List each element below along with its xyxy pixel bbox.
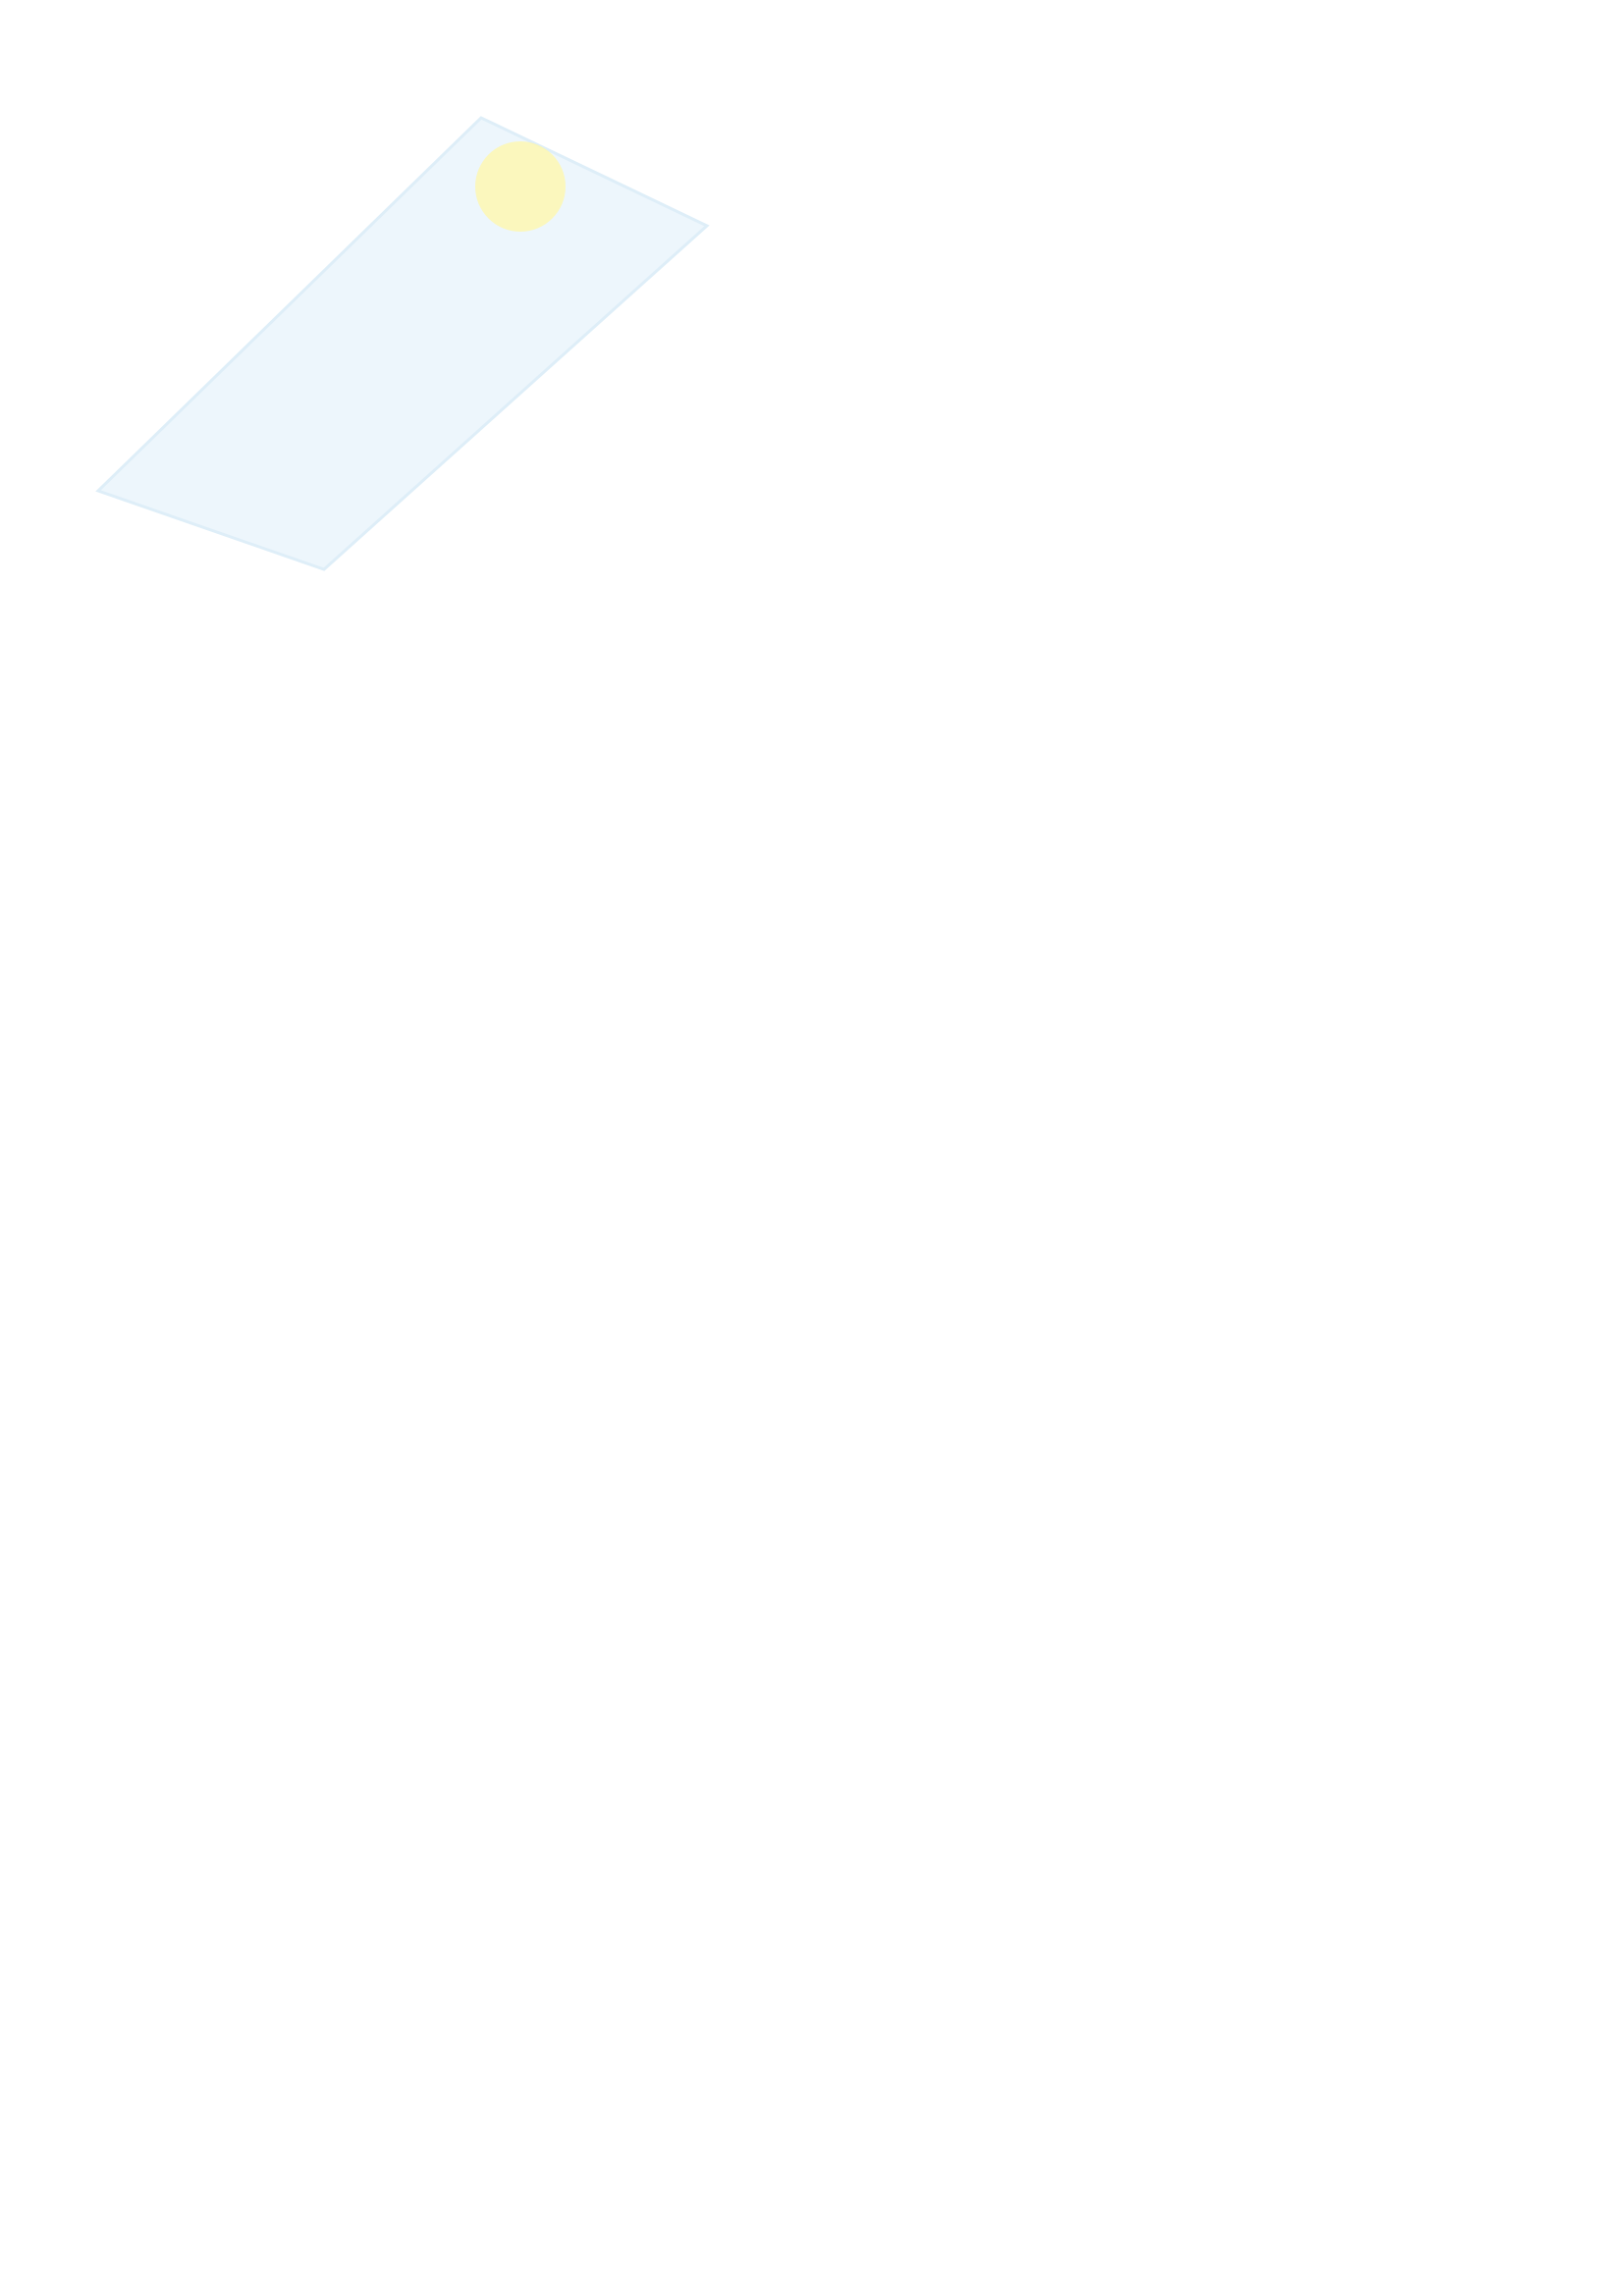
- document-line: [79, 214, 1551, 259]
- document-line: [79, 169, 1551, 214]
- document-line: [79, 304, 1551, 349]
- document-page: [79, 79, 1551, 349]
- document-line: [79, 79, 1551, 124]
- document-line: [79, 124, 1551, 169]
- document-line: [79, 259, 1551, 304]
